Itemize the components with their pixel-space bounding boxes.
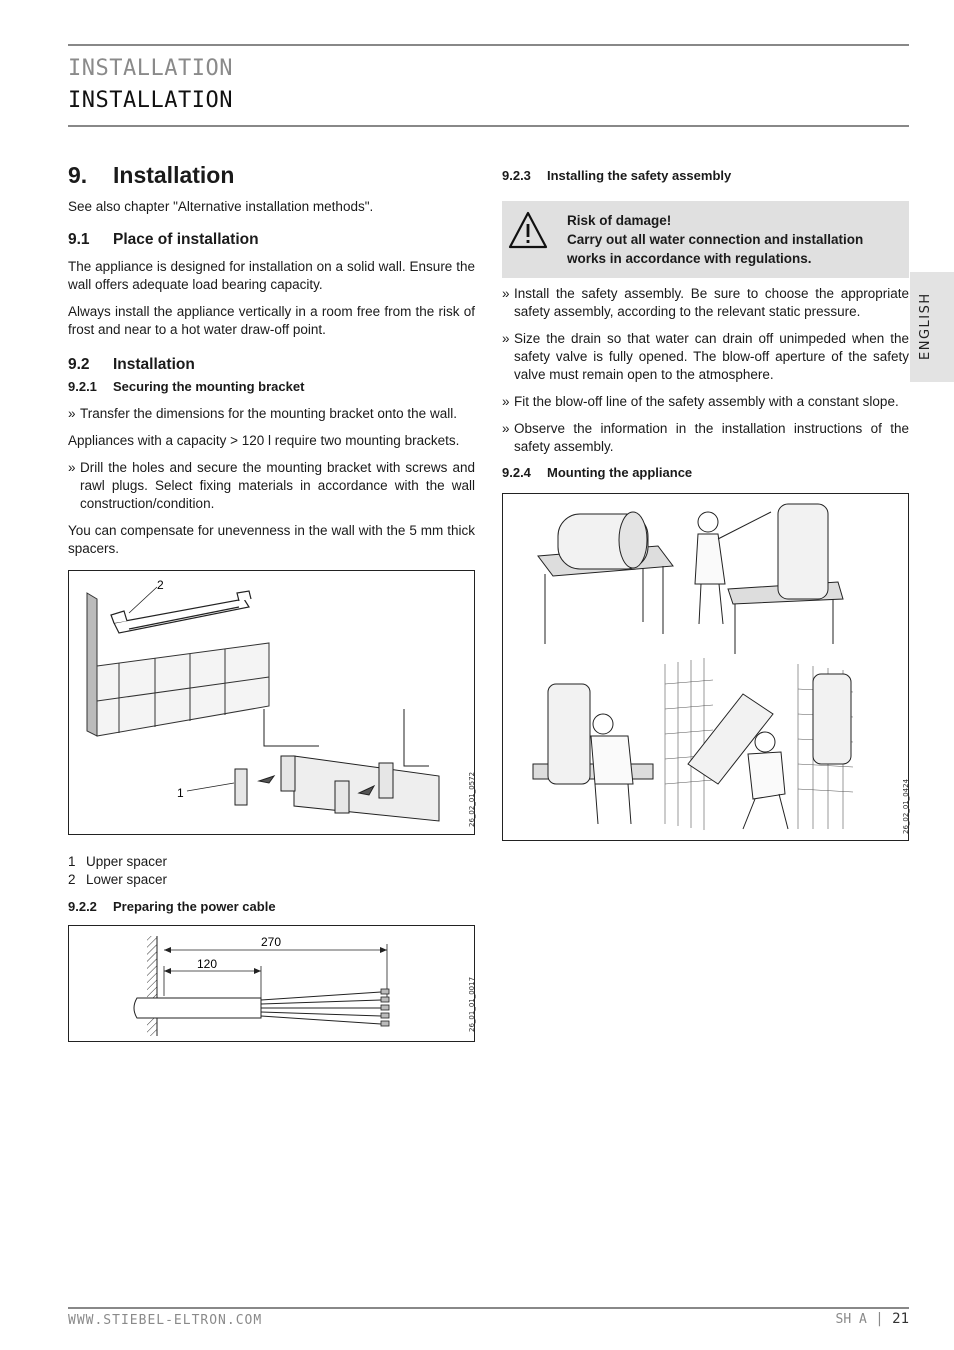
legend-number: 1 (68, 854, 76, 869)
bullet-item (68, 405, 475, 423)
subsection-title: Installing the safety assembly (547, 168, 732, 183)
warning-text: Carry out all water connection and installation works in accordance with regulations. (567, 232, 864, 266)
figure-label-1: 1 (177, 786, 184, 800)
bullet-text: Size the drain so that water can drain off unimpeded when the safety valve is fully opened. The blow-off aperture of the safety valve must remain open to the atmosphere. (514, 331, 909, 382)
bullet-text: Transfer the dimensions for the mounting bracket onto the wall. (80, 406, 457, 421)
footer-rule (68, 1307, 909, 1309)
figure-code: 26_02_01_0572 (468, 771, 476, 827)
warning-box (502, 201, 909, 278)
paragraph: You can compensate for unevenness in the wall with the 5 mm thick spacers. (68, 523, 475, 556)
legend-number: 2 (68, 872, 76, 887)
header-line-1: INSTALLATION (68, 56, 233, 81)
subsection-number: 9.2.3 (502, 168, 531, 183)
language-tab-label: ENGLISH (918, 292, 933, 360)
footer-separator: | (875, 1311, 884, 1327)
bullet-item (68, 459, 475, 513)
subsection-title: Mounting the appliance (547, 465, 693, 480)
bullet-mark: » (68, 406, 76, 421)
figure-label-2: 2 (157, 578, 164, 592)
dimension-270: 270 (261, 935, 282, 949)
paragraph: Always install the appliance vertically in a room free from the risk of frost and near to a hot water draw-off point. (68, 304, 475, 337)
paragraph: The appliance is designed for installation on a solid wall. Ensure the wall offers adequate load bearing capacity. (68, 259, 475, 292)
subsection-heading-9-2-1 (68, 379, 475, 395)
bullet-text: Install the safety assembly. Be sure to choose the appropriate safety assembly, according to the relevant static pressure. (514, 286, 909, 319)
bullet-item (502, 393, 909, 411)
bullet-item (502, 285, 909, 321)
left-column (68, 160, 475, 1042)
chapter-heading (68, 160, 475, 190)
footer-model: SH A (835, 1312, 867, 1327)
header-line-2: INSTALLATION (68, 88, 233, 113)
power-cable-figure (68, 925, 475, 1042)
section-title: Installation (113, 356, 195, 373)
bullet-mark: » (502, 331, 510, 346)
bullet-mark: » (502, 421, 510, 436)
mounting-bracket-illustration (69, 571, 474, 834)
section-heading-9-1 (68, 230, 475, 250)
bullet-text: Drill the holes and secure the mounting bracket with screws and rawl plugs. Select fixing materials in accordance with the wall construction/condition. (80, 460, 475, 511)
section-title: Place of installation (113, 231, 259, 248)
header-bottom-rule (68, 125, 909, 127)
legend-item (68, 853, 475, 871)
subsection-title: Securing the mounting bracket (113, 379, 305, 394)
bullet-mark: » (502, 286, 510, 301)
warning-title: Risk of damage! (567, 213, 672, 228)
bullet-item (502, 330, 909, 384)
section-heading-9-2 (68, 355, 475, 375)
legend-text: Upper spacer (86, 854, 168, 869)
dimension-120: 120 (197, 957, 218, 971)
bullet-item (502, 420, 909, 456)
subsection-heading-9-2-3 (502, 168, 909, 184)
footer-url: WWW.STIEBEL-ELTRON.COM (68, 1313, 263, 1328)
mounting-appliance-illustration (503, 494, 908, 840)
subsection-number: 9.2.2 (68, 899, 97, 914)
section-number: 9.1 (68, 231, 90, 248)
legend-text: Lower spacer (86, 872, 168, 887)
bullet-text: Observe the information in the installation instructions of the safety assembly. (514, 421, 909, 454)
paragraph: Appliances with a capacity > 120 l require two mounting brackets. (68, 433, 460, 448)
intro-text: See also chapter "Alternative installation methods". (68, 199, 374, 214)
language-tab (910, 272, 954, 382)
subsection-heading-9-2-4 (502, 465, 909, 481)
legend-item (68, 871, 475, 889)
figure-code: 26_02_01_0424 (902, 778, 910, 834)
bullet-mark: » (68, 460, 76, 475)
subsection-number: 9.2.4 (502, 465, 531, 480)
figure-legend (68, 853, 475, 889)
right-column (502, 168, 909, 841)
mounting-bracket-figure (68, 570, 475, 835)
warning-triangle-icon (508, 210, 548, 250)
chapter-number: 9. (68, 162, 88, 188)
page-number: 21 (892, 1311, 909, 1327)
mounting-appliance-figure (502, 493, 909, 841)
chapter-title: Installation (113, 162, 235, 188)
subsection-number: 9.2.1 (68, 379, 97, 394)
figure-code: 26_01_01_0017 (468, 976, 476, 1032)
header-top-rule (68, 44, 909, 46)
section-number: 9.2 (68, 356, 90, 373)
bullet-text: Fit the blow-off line of the safety assembly with a constant slope. (514, 394, 899, 409)
subsection-title: Preparing the power cable (113, 899, 276, 914)
subsection-heading-9-2-2 (68, 899, 475, 915)
bullet-mark: » (502, 394, 510, 409)
footer-page-info (836, 1311, 909, 1327)
power-cable-illustration (69, 926, 474, 1041)
